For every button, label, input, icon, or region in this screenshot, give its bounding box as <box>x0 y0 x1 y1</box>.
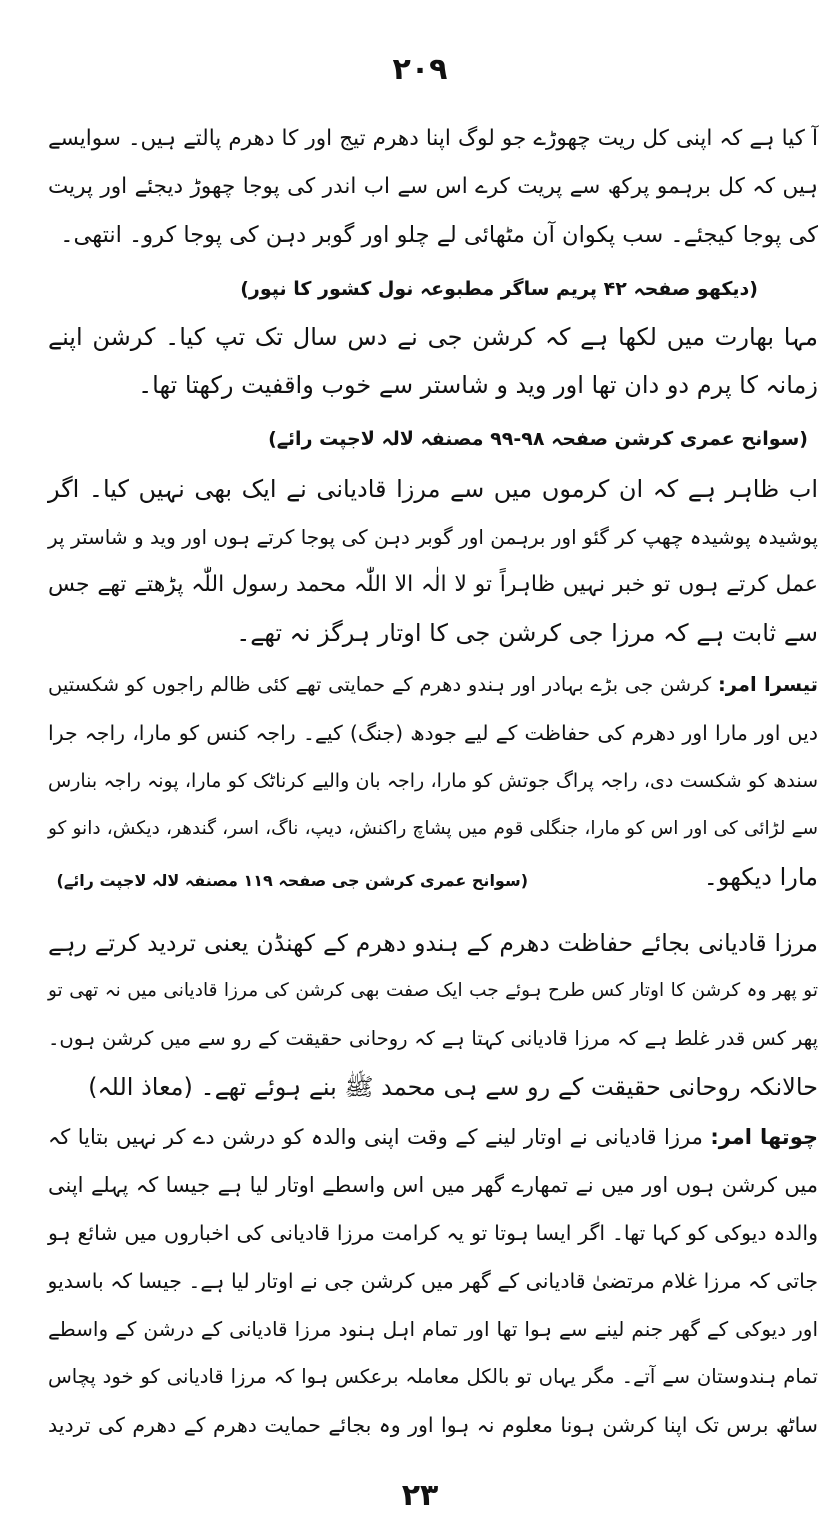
text-line: حالانکہ روحانی حقیقت کے رو سے ہی محمد ﷺ بنے ہوئے تھے۔ (معاذ اللہ) <box>88 1073 818 1101</box>
section-heading: چوتھا امر: <box>710 1125 818 1149</box>
text-line <box>48 1116 818 1158</box>
text-line: والدہ دیوکی کو کہا تھا۔ اگر ایسا ہوتا تو یہ کرامت مرزا قادیانی کی اخباروں میں شائع ہو <box>48 1221 818 1245</box>
text-line: کی پوجا کیجئے۔ سب پکوان آن مٹھائی لے چلو اور گوبر دہن کی پوجا کرو۔ انتھی۔ <box>60 222 818 248</box>
text-line: پھر کس قدر غلط ہے کہ مرزا قادیانی کہتا ہے کہ روحانی حقیقت کے رو سے میں کرشن ہوں۔ <box>48 1027 818 1050</box>
text-line: تمام ہندوستان سے آتے۔ مگر یہاں تو بالکل معاملہ برعکس ہوا کہ مرزا قادیانی کو خود پچاس <box>48 1365 818 1388</box>
text-line: مرزا قادیانی بجائے حفاظت دھرم کے ہندو دھرم کے کھنڈن یعنی تردید کرتے رہے <box>48 929 818 957</box>
section-heading: تیسرا امر: <box>717 673 818 696</box>
reference-line: (سوانح عمری کرشن صفحہ ۹۸-۹۹ مصنفہ لالہ لاجپت رائے) <box>268 428 808 450</box>
text-line: سے لڑائی کی اور اس کو مارا، جنگلی قوم میں پشاچ راکنش، دیپ، ناگ، اسر، گندھر، دیکش، دانو کو <box>48 818 818 839</box>
text-line: جاتی کہ مرزا غلام مرتضیٰ قادیانی کے گھر میں کرشن جی نے اوتار لیا ہے۔ جیسا کہ باسدیو <box>47 1269 818 1293</box>
text-line: سے ثابت ہے کہ مرزا جی کرشن جی کا اوتار ہرگز نہ تھے۔ <box>236 619 818 647</box>
line-text: مرزا قادیانی نے اوتار لینے کے وقت اپنی والدہ کو درشن دے کر نہیں بتایا کہ <box>48 1125 711 1149</box>
text-line: دیں اور مارا اور دھرم کی حفاظت کے لیے جودھ (جنگ) کیے۔ راجہ کنس کو مارا، راجہ جرا <box>48 721 818 745</box>
line-text: کرشن جی بڑے بہادر اور ہندو دھرم کے حمایتی تھے کئی ظالم راجوں کو شکستیں <box>48 673 718 696</box>
text-line: عمل کرتے ہوں تو خبر نہیں ظاہراً تو لا الٰہ الا اللّٰہ محمد رسول اللّٰہ پڑھتے تھے جس <box>48 572 818 597</box>
text-line: آ کیا ہے کہ اپنی کل ریت چھوڑے جو لوگ اپنا دھرم تیج اور کا دھرم پالتے ہیں۔ سوایسے <box>48 126 818 151</box>
text-line: سندھ کو شکست دی، راجہ پراگ جوتش کو مارا، راجہ بان والیے کرناٹک کو مارا، پونہ راجہ بنارس <box>48 770 818 792</box>
reference-line: (سوانح عمری کرشن جی صفحہ ۱۱۹ مصنفہ لالہ لاجپت رائے) <box>56 871 528 890</box>
text-line: تو پھر وہ کرشن کا اوتار کس طرح ہوئے جب ایک صفت بھی کرشن کی مرزا قادیانی میں نہ تھی تو <box>48 980 818 1001</box>
text-line: ساٹھ برس تک اپنا کرشن ہونا معلوم نہ ہوا اور وہ بجائے حمایت دھرم کے دھرم کی تردید <box>48 1413 818 1437</box>
text-line: ہیں کہ کل برہمو پرکھ سے پریت کرے اس سے اب اندر کی پوجا چھوڑ دیجئے اور پریت <box>48 174 818 199</box>
page-number-bottom: ۲۳ <box>401 1478 439 1513</box>
text-line: میں کرشن ہوں اور میں نے تمھارے گھر میں اس واسطے اوتار لیا ہے جیسا کہ پہلے اپنی <box>48 1173 818 1197</box>
text-line <box>48 664 818 706</box>
text-line: اور دیوکی کے گھر جنم لینے سے ہوا تھا اور تمام اہل ہنود مرزا قادیانی کے درشن کے واسطے <box>48 1317 818 1341</box>
text-line: مارا دیکھو۔ <box>703 863 818 891</box>
page-number-top: ۲۰۹ <box>392 52 448 87</box>
text-line: پوشیدہ پوشیدہ چھپ کر گئو اور برہمن اور گوبر دہن کی پوجا کرتے ہوں اور وید و شاستر پر <box>48 525 818 549</box>
text-line: زمانہ کا پرم دو دان تھا اور وید و شاستر سے خوب واقفیت رکھتا تھا۔ <box>138 371 818 399</box>
text-line: مہا بھارت میں لکھا ہے کہ کرشن جی نے دس سال تک تپ کیا۔ کرشن اپنے <box>48 323 818 351</box>
reference-line: (دیکھو صفحہ ۴۲ پریم ساگر مطبوعہ نول کشور کا نپور) <box>240 278 758 300</box>
text-line: اب ظاہر ہے کہ ان کرموں میں سے مرزا قادیانی نے ایک بھی نہیں کیا۔ اگر <box>48 475 818 503</box>
